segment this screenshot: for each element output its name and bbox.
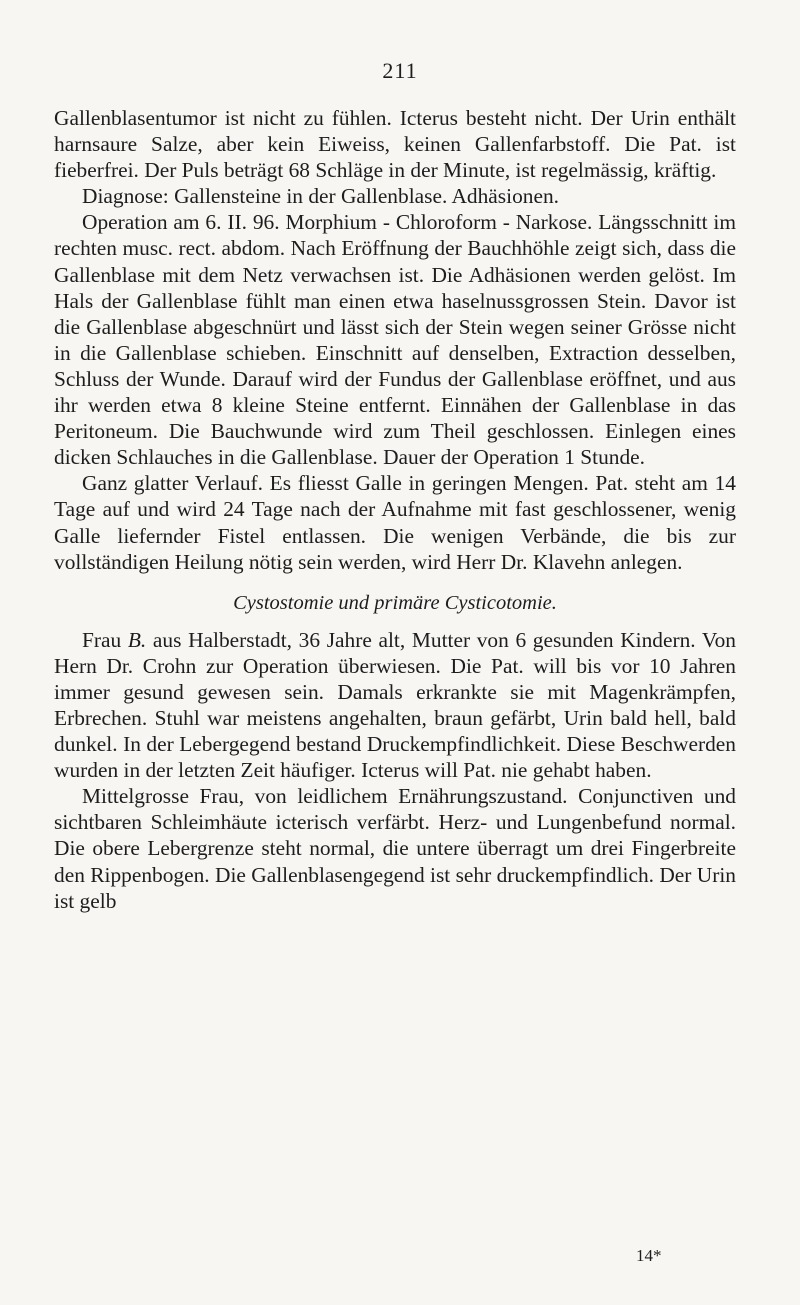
- paragraph-diagnosis: Diagnose: Gallensteine in der Gallenblase. Adhäsionen.: [82, 184, 559, 209]
- section-heading: Cystostomie und primäre Cysticotomie.: [233, 591, 557, 614]
- paragraph-findings: Gallenblasentumor ist nicht zu fühlen. Icterus besteht nicht. Der Urin enthält harnsaure Salze, aber kein Eiweiss, keinen Gallenfarbstoff. Die Pat. ist fieberfrei. Der Puls beträgt 68 Schläge in der Minute, ist regelmässig, kräftig.: [54, 106, 736, 183]
- printer-signature-mark: 14*: [636, 1246, 662, 1265]
- page-number: 211: [382, 58, 418, 83]
- patient-prefix: Frau: [82, 627, 128, 652]
- paragraph-course: Ganz glatter Verlauf. Es fliesst Galle in geringen Mengen. Pat. steht am 14 Tage auf und wird 24 Tage nach der Aufnahme mit fast geschlossener, wenig Galle liefernder Fistel entlassen. Die wenigen Verbände, die bis zur vollständigen Heilung nötig sein werden, wird Herr Dr. Klavehn anlegen.: [54, 471, 736, 574]
- paragraph-examination: Mittelgrosse Frau, von leidlichem Ernährungszustand. Conjunctiven und sichtbaren Schleimhäute icterisch verfärbt. Herz- und Lungenbefund normal. Die obere Lebergrenze steht normal, die untere überragt um drei Fingerbreite den Rippenbogen. Die Gallenblasengegend ist sehr druckempfindlich. Der Urin ist gelb: [54, 784, 736, 913]
- paragraph-operation: Operation am 6. II. 96. Morphium - Chloroform - Narkose. Längsschnitt im rechten musc. rect. abdom. Nach Eröffnung der Bauchhöhle zeigt sich, dass die Gallenblase mit dem Netz verwachsen ist. Die Adhäsionen werden gelöst. Im Hals der Gallenblase fühlt man einen etwa haselnussgrossen Stein. Davor ist die Gallenblase abgeschnürt und lässt sich der Stein wegen seiner Grösse nicht in die Gallenblase schieben. Einschnitt auf denselben, Extraction desselben, Schluss der Wunde. Darauf wird der Fundus der Gallenblase eröffnet, und aus ihr werden etwa 8 kleine Steine entfernt. Einnähen der Gallenblase in das Peritoneum. Die Bauchwunde wird zum Theil geschlossen. Einlegen eines dicken Schlauches in die Gallenblase. Dauer der Operation 1 Stunde.: [54, 210, 736, 470]
- patient-history-text: aus Halberstadt, 36 Jahre alt, Mutter von 6 gesunden Kindern. Von Hern Dr. Crohn zur Operation überwiesen. Die Pat. will bis vor 10 Jahren immer gesund gewesen sein. Damals erkrankte sie mit Magenkrämpfen, Erbrechen. Stuhl war meistens angehalten, braun gefärbt, Urin bald hell, bald dunkel. In der Lebergegend bestand Druckempfindlichkeit. Diese Beschwerden wurden in der letzten Zeit häufiger. Icterus will Pat. nie gehabt haben.: [54, 627, 736, 783]
- patient-initial: B.: [127, 627, 147, 652]
- paragraph-patient-history: [54, 627, 736, 784]
- body-text: [54, 105, 736, 914]
